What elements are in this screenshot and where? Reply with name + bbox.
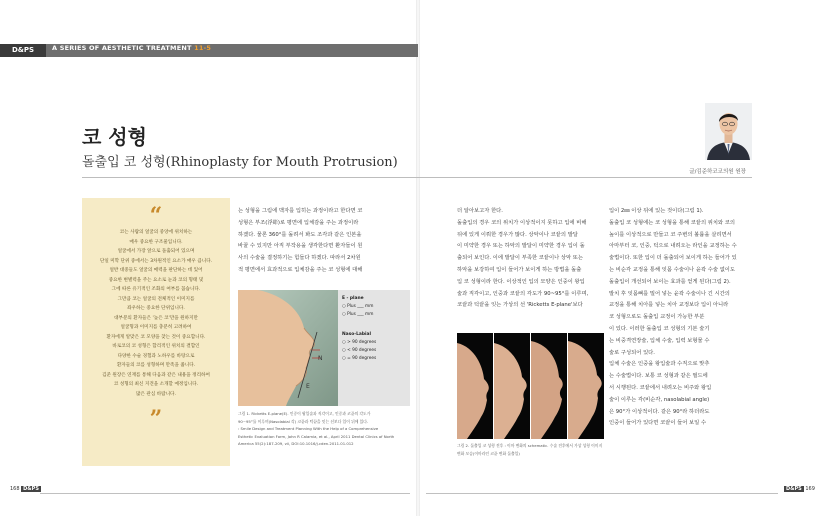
quote-line: 중요한 변별력을 주는 요소로 눈과 코의 형태 및	[108, 277, 204, 283]
nasolabial-item: ○ < 90 degrees	[342, 348, 377, 353]
body-text-line: 돌출입이 개선되어 보이는 효과를 얻게 된다(그림 2).	[609, 278, 731, 285]
caption-line: 그림 1. Ricketts E-plane(E). 인중이 왕입술과 직각이고, 인중과 코끝의 각도가	[238, 411, 371, 416]
quote-line: 얼굴형과 이미지를 충분히 고려하여	[120, 325, 192, 330]
nasolabial-item: ○ = 90 degrees	[342, 356, 377, 361]
body-text-line: 입이 2㎜ 이상 뒤에 있는 것이다(그림 1).	[609, 208, 704, 214]
body-text-line: 적 평면에서 효과적으로 입체감을 주는 코 성형에 대해	[238, 266, 363, 273]
body-text-line: 성형은 부조(浮彫)로 평면에 입체감을 주는 과정이라	[238, 219, 359, 226]
body-text-line: 아마부터 코, 인중, 턱으로 내려오는 라인을 교정하는 수	[609, 243, 737, 250]
quote-line: 다양한 수술 경험과 노하우를 바탕으로	[117, 353, 195, 359]
page-number: 168	[10, 486, 20, 492]
caption-line: 90~95°를 이루며(Nasolabial 각) 코끝과 턱끝을 잇는 선보다 입이 뒤에 있다.	[238, 418, 369, 424]
quote-line: 많은 관심 바랍니다.	[136, 391, 176, 397]
body-text-line: 뒤에 있게 이뤄한 경우가 많다. 상악이나 코끝의 발달	[457, 231, 578, 238]
body-text-line: 코 성형으로도 돌출입 교정이 가능한 부분	[609, 314, 705, 321]
figure-1-legend	[342, 295, 408, 363]
caption-line: 그림 2. 돌출입 코 성형 전후 : 이마 변화의 schematic. 수술 전후에서 가상 성형 이미지	[457, 443, 603, 448]
body-text-line: 출되어 보인다. 이에 발달이 부족한 코끝이나 상악 또는	[457, 255, 584, 262]
caption-line: America 55(2):187-209, vii, DOI:10.1016/j.cden.2011.01.012	[238, 441, 354, 446]
body-column-2	[457, 206, 607, 312]
close-quote-icon: ”	[149, 406, 163, 432]
body-text-line: 는 수술법이다. 보통 코 성형과 같은 필드에	[609, 373, 708, 380]
series-header-bar	[0, 44, 418, 57]
body-text-line: 높이를 이상적으로 만들고 코 주변의 볼륨을 살리면서	[609, 231, 732, 238]
body-text-line: 바꿀 수 있지만 아직 부작용을 생각한다면 환자들이 원	[238, 243, 363, 250]
figure-2-caption	[457, 442, 607, 457]
quote-line: 그에 따른 유기적인 조화의 여부를 꼽습니다.	[111, 287, 201, 292]
body-column-3	[609, 206, 759, 430]
folio-logo: D&PS	[786, 486, 802, 492]
page-number-left	[10, 486, 41, 492]
body-text-line: 는 성형을 그림에 맥자를 입히는 과정이라고 한다면 코	[238, 208, 363, 214]
quote-text	[92, 228, 220, 399]
quote-line: 바로코의 코 성형은 합리적인 위치의 결합인	[112, 344, 200, 349]
body-text-line: 이 있다. 이러한 돌출입 코 성형의 기본 술기	[609, 325, 710, 332]
body-text-line: 이 미약한 경우 또는 하악의 발달이 미약한 경우 입이 돌	[457, 243, 585, 250]
quote-line: 좌우하는 중요한 단위입니다.	[127, 306, 185, 311]
body-text-line: 인중이 들어가 있다면 코끝이 들어 보일 수	[609, 420, 707, 427]
body-column-1	[238, 206, 410, 277]
figure-1-eplane	[238, 290, 410, 406]
page-number: 169	[805, 486, 815, 492]
body-text-line: 코끝과 턱끝을 잇는 가상의 선 'Ricketts E-plane'보다	[457, 302, 583, 309]
quote-line: 환자들의 코를 성형하며 만족을 줍니다.	[116, 363, 196, 368]
intro-quote-box	[82, 198, 230, 466]
after-photo-1	[494, 333, 530, 439]
body-text-line: 술로 구성되어 있다.	[609, 349, 655, 356]
title-divider	[82, 177, 752, 178]
quote-line: 얼굴에서 가장 앞으로 돌출되어 있으며	[117, 249, 195, 254]
magazine-logo: D&PS	[0, 44, 46, 57]
profile-illustration	[238, 290, 338, 406]
before-photo-2	[531, 333, 567, 439]
body-text-line: 입 코 성형이라 한다. 이상적인 입의 모양은 인중이 왕입	[457, 278, 585, 285]
page-number-right	[784, 486, 815, 492]
quote-line: 코 성형의 최신 지견을 소개할 예정입니다.	[113, 382, 199, 387]
body-text-line: 서 시행된다. 코끝에서 내려오는 비주와 왕입	[609, 384, 712, 391]
quote-line: 대부분의 환자들은 '높은 코'만을 원하지만	[114, 315, 198, 321]
body-text-line: 발치 후 잇몸뼈를 밀어 넣는 윤곽 수술이나 긴 시간의	[609, 290, 730, 297]
quote-line: 코는 사람의 얼굴의 중앙에 위치하는	[119, 230, 193, 235]
body-text-line: 돌출입의 경우 코의 위치가 이상적이지 못하고 입에 비해	[457, 219, 587, 226]
body-text-line: 더 알아보고자 한다.	[457, 208, 503, 214]
quote-line: 매우 중요한 구조물입니다.	[129, 239, 183, 245]
eplane-title: E - plane	[342, 296, 364, 301]
body-text-line: 는 비중격연장술, 입체 수술, 입력 보형물 수	[609, 337, 710, 344]
body-text-line: 하겠다. 물론 360°를 돌려서 봐도 조각과 같은 인본을	[238, 231, 362, 238]
body-text-line: 는 비순각 교정을 통해 잇몸 수술이나 윤곽 수술 없이도	[609, 266, 736, 273]
series-number: 11-5	[194, 44, 212, 52]
quote-line: 김준 원장은 연재를 통해 다음과 같은 내용을 정리하여	[102, 372, 210, 378]
quote-line: 환자에게 알맞은 코 모양을 찾는 것이 중요합니다.	[106, 334, 206, 340]
body-text-line: 사의 수술을 결정하기는 힘들다 하겠다. 따라서 2차원	[238, 255, 361, 262]
eplane-item: ○ Plus ___ mm	[342, 304, 374, 309]
article-subtitle: 돌출입 코 성형(Rhinoplasty for Mouth Protrusion)	[82, 155, 398, 170]
figure-1-caption	[238, 410, 414, 448]
nasolabial-title: Naso-Labial	[342, 332, 371, 337]
caption-line: : Smile Design and Treatment Planning With the Help of a Comprehensive	[238, 426, 379, 431]
before-photo-1	[457, 333, 493, 439]
page-gutter	[416, 0, 420, 516]
body-text-line: 술과 직각이고, 인중과 코끝의 각도가 90~95°를 이루며,	[457, 290, 589, 297]
quote-line: 단일 미학 단위 중에서는 3차원적인 요소가 매우 큽니다.	[99, 258, 213, 264]
eplane-item: ○ Plus ___ mm	[342, 312, 374, 317]
body-text-line: 은 90°가 이상적이다. 같은 90°라 하더라도	[609, 408, 710, 415]
figure-2-before-after	[457, 333, 605, 439]
series-prefix: A SERIES OF AESTHETIC TREATMENT	[52, 44, 192, 52]
series-label	[52, 44, 211, 57]
body-text-line: 술법이다. 또한 입이 더 돌출되어 보이게 하는 들어가 있	[609, 255, 737, 262]
author-photo	[705, 103, 752, 160]
quote-line: 그만큼 코는 얼굴의 전체적인 이미지를	[117, 296, 195, 302]
folio-logo: D&PS	[23, 486, 39, 492]
svg-text:E: E	[306, 383, 310, 390]
quote-line: 얼반 대중들도 얼굴의 매력을 판단하는 데 있어	[109, 268, 203, 273]
after-photo-2	[568, 333, 604, 439]
footer-rule-left	[40, 493, 410, 494]
footer-rule-right	[426, 493, 778, 494]
caption-line: 변화 모습(이마라인 코끝 변화 돌출입)	[457, 450, 520, 456]
author-credit: 글/김준하코코의원 원장	[689, 169, 746, 175]
caption-line: Esthetic Evaluation Form, John R Calamia, et al., April 2011 Dental Clinics of North	[238, 433, 395, 439]
open-quote-icon: “	[149, 203, 163, 229]
body-text-line: 돌출입 코 성형에는 코 성형을 통해 코끝의 위치와 코의	[609, 219, 736, 226]
svg-text:N: N	[318, 355, 323, 362]
nasolabial-item: ○ > 90 degrees	[342, 340, 377, 345]
body-text-line: 교정을 통해 치아를 넣는 치아 교정보다 입이 아니라	[609, 302, 729, 309]
article-title: 코 성형	[82, 125, 147, 149]
body-text-line: 입체 수술은 인중을 왕입술과 수직으로 맞추	[609, 361, 710, 368]
body-text-line: 하악을 보강하여 입이 들어가 보이게 하는 방법을 돌출	[457, 266, 582, 273]
body-text-line: 술이 이루는 각(비순각, nasolabial angle)	[609, 396, 710, 403]
